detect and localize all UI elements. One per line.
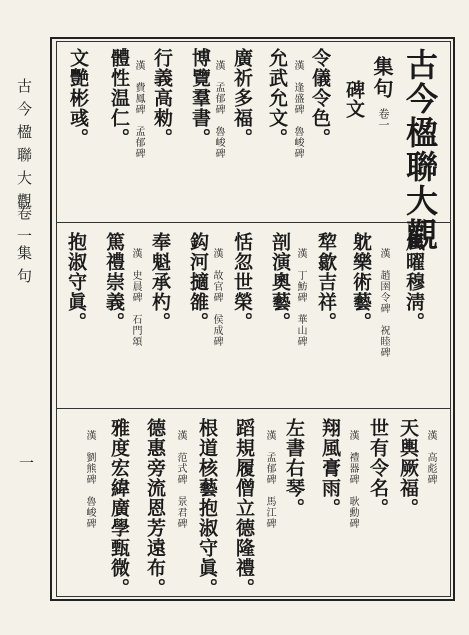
- couplet-source: 漢 故官碑 侯成碑: [211, 248, 222, 347]
- couplet-line: 世有令名。: [367, 418, 389, 518]
- couplet-line: 鈎河擿雒。: [187, 232, 209, 332]
- couplet-source: 漢 費鳳碑 孟郁碑: [133, 60, 144, 159]
- couplet-line: 行義高勑。: [151, 48, 173, 148]
- couplet-source: 漢 趙圉令碑 祝睦碑: [378, 248, 389, 358]
- couplet-source: 漢 范式碑 景君碑: [175, 430, 186, 529]
- couplet-source: 漢 逢盛碑 魯峻碑: [292, 60, 303, 159]
- page-title: 古今楹聯大觀: [401, 48, 439, 252]
- section-label: 碑文: [343, 80, 365, 118]
- margin-page-mark: 一: [17, 455, 35, 478]
- couplet-line: 文艷彬彧。: [67, 48, 89, 148]
- band-divider-2: [56, 408, 451, 409]
- page-subtitle: 集句: [370, 56, 394, 100]
- margin-volume: 卷一: [15, 205, 33, 251]
- couplet-line: 允武允文。: [266, 48, 288, 148]
- volume-label: 卷一: [377, 108, 390, 130]
- couplet-line: 根道核藝抱淑守眞。: [196, 418, 218, 598]
- couplet-source: 漢 禮器碑 耿勳碑: [347, 430, 358, 529]
- couplet-line: 令儀令色。: [309, 48, 331, 148]
- couplet-source: 漢 丁魴碑 華山碑: [295, 248, 306, 347]
- couplet-line: 翔風膏雨。: [319, 418, 341, 518]
- couplet-line: 躭樂術藝。: [350, 232, 372, 332]
- couplet-line: 篤禮崇義。: [103, 232, 125, 332]
- couplet-line: 剖演奧藝。: [269, 232, 291, 332]
- couplet-line: 雅度宏緯廣學甄微。: [108, 418, 130, 598]
- couplet-line: 博覽羣書。: [189, 48, 211, 148]
- couplet-line: 天輿厥福。: [397, 418, 419, 518]
- couplet-source: 漢 孟郁碑 魯峻碑: [213, 60, 224, 159]
- couplet-line: 左書右琴。: [283, 418, 305, 518]
- margin-book-title: 古今楹聯大觀: [15, 78, 33, 216]
- couplet-source: 漢 劉熊碑 魯峻碑: [84, 430, 95, 529]
- couplet-line: 體性温仁。: [108, 48, 130, 148]
- couplet-line: 恬忽世榮。: [231, 232, 253, 332]
- couplet-line: 蹈規履僧立德隆禮。: [233, 418, 255, 598]
- couplet-line: 抱淑守眞。: [65, 232, 87, 332]
- couplet-source: 漢 史晨碑 石門頌: [130, 248, 141, 347]
- couplet-line: 風曜穆淸。: [403, 232, 425, 332]
- margin-section: 集句: [15, 245, 33, 291]
- couplet-line: 奉魁承杓。: [149, 232, 171, 332]
- couplet-line: 廣祈多福。: [231, 48, 253, 148]
- couplet-source: 漢 孟郁碑 馬江碑: [264, 430, 275, 529]
- band-divider-1: [56, 222, 451, 223]
- couplet-source: 漢 高彪碑: [425, 430, 436, 485]
- couplet-line: 犂歙吉祥。: [315, 232, 337, 332]
- couplet-line: 德惠旁流恩芳遠布。: [144, 418, 166, 598]
